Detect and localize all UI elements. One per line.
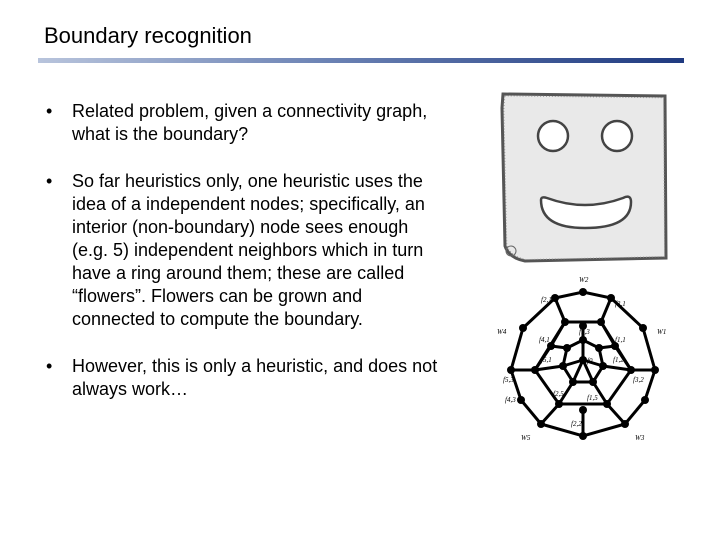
bullet-list xyxy=(46,100,446,425)
label-f15: f1,5 xyxy=(587,394,598,402)
label-w-left: W4 xyxy=(497,328,507,336)
label-f12: f1,2 xyxy=(613,356,624,364)
page-title: Boundary recognition xyxy=(44,23,252,48)
label-w-bottom-right: W3 xyxy=(635,434,645,442)
label-w-bottom-left: W5 xyxy=(521,434,531,442)
title-underline xyxy=(38,58,684,63)
label-w-right: W1 xyxy=(657,328,667,336)
label-f53: f5,3 xyxy=(503,376,514,384)
label-f51: f5,1 xyxy=(541,356,552,364)
label-f-center: f0 xyxy=(587,357,593,365)
label-f11: f1,1 xyxy=(615,336,626,344)
label-f13: f1,3 xyxy=(579,328,590,336)
bullet-item-2: • So far heuristics only, one heuristic uses the idea of a independent nodes; specifically, an interior (non-boundary) node sees enough (e.g. 5) independent neighbors which in turn have a ring around them; these are called “flowers”. Flowers can be grown and connected to compute the boundary. xyxy=(46,170,446,331)
smiley-network-image xyxy=(495,88,671,266)
flower-graph-diagram xyxy=(495,270,671,454)
bullet-item-1: • Related problem, given a connectivity graph, what is the boundary? xyxy=(46,100,446,146)
label-w-top: W2 xyxy=(579,276,589,284)
label-f43: f4,3 xyxy=(505,396,516,404)
bullet-item-3: • However, this is only a heuristic, and does not always work… xyxy=(46,355,446,401)
label-f41: f4,1 xyxy=(539,336,550,344)
label-f32: f3,2 xyxy=(633,376,644,384)
label-f31: f3,1 xyxy=(615,300,626,308)
label-f21: f2,1 xyxy=(541,296,552,304)
label-f25: f2,5 xyxy=(553,390,564,398)
label-f22: f2,2 xyxy=(571,420,582,428)
